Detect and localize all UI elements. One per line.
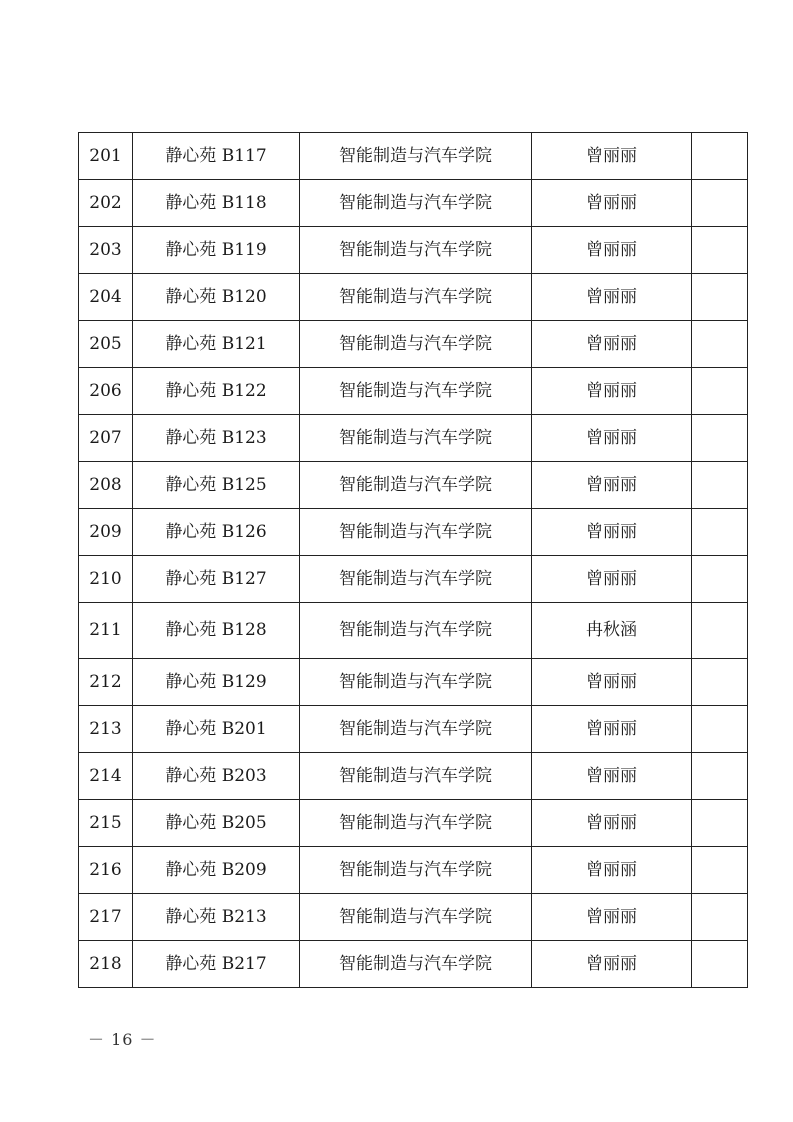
table-row bbox=[79, 800, 748, 847]
room-cell: 静心苑 B125 bbox=[133, 462, 300, 509]
note-cell bbox=[692, 509, 748, 556]
table-row bbox=[79, 368, 748, 415]
table-row bbox=[79, 227, 748, 274]
contact-person-cell: 曾丽丽 bbox=[532, 274, 692, 321]
note-cell bbox=[692, 847, 748, 894]
room-cell: 静心苑 B213 bbox=[133, 894, 300, 941]
contact-person-cell: 曾丽丽 bbox=[532, 941, 692, 988]
row-number-cell: 216 bbox=[79, 847, 133, 894]
college-cell: 智能制造与汽车学院 bbox=[300, 603, 532, 659]
note-cell bbox=[692, 556, 748, 603]
college-cell: 智能制造与汽车学院 bbox=[300, 706, 532, 753]
contact-person-cell: 曾丽丽 bbox=[532, 753, 692, 800]
note-cell bbox=[692, 941, 748, 988]
room-cell: 静心苑 B128 bbox=[133, 603, 300, 659]
college-cell: 智能制造与汽车学院 bbox=[300, 133, 532, 180]
table-row bbox=[79, 509, 748, 556]
contact-person-cell: 曾丽丽 bbox=[532, 368, 692, 415]
contact-person-cell: 曾丽丽 bbox=[532, 462, 692, 509]
college-cell: 智能制造与汽车学院 bbox=[300, 274, 532, 321]
table-row bbox=[79, 753, 748, 800]
room-cell: 静心苑 B205 bbox=[133, 800, 300, 847]
table-row bbox=[79, 180, 748, 227]
note-cell bbox=[692, 227, 748, 274]
college-cell: 智能制造与汽车学院 bbox=[300, 941, 532, 988]
row-number-cell: 204 bbox=[79, 274, 133, 321]
contact-person-cell: 曾丽丽 bbox=[532, 133, 692, 180]
table-row bbox=[79, 847, 748, 894]
row-number-cell: 207 bbox=[79, 415, 133, 462]
row-number-cell: 213 bbox=[79, 706, 133, 753]
row-number-cell: 215 bbox=[79, 800, 133, 847]
table-row bbox=[79, 415, 748, 462]
college-cell: 智能制造与汽车学院 bbox=[300, 415, 532, 462]
college-cell: 智能制造与汽车学院 bbox=[300, 509, 532, 556]
room-cell: 静心苑 B217 bbox=[133, 941, 300, 988]
college-cell: 智能制造与汽车学院 bbox=[300, 753, 532, 800]
row-number-cell: 201 bbox=[79, 133, 133, 180]
note-cell bbox=[692, 274, 748, 321]
room-cell: 静心苑 B118 bbox=[133, 180, 300, 227]
page-number: － 16 － bbox=[88, 1030, 157, 1049]
college-cell: 智能制造与汽车学院 bbox=[300, 800, 532, 847]
row-number-cell: 218 bbox=[79, 941, 133, 988]
contact-person-cell: 曾丽丽 bbox=[532, 894, 692, 941]
college-cell: 智能制造与汽车学院 bbox=[300, 321, 532, 368]
row-number-cell: 212 bbox=[79, 659, 133, 706]
contact-person-cell: 曾丽丽 bbox=[532, 227, 692, 274]
row-number-cell: 203 bbox=[79, 227, 133, 274]
note-cell bbox=[692, 894, 748, 941]
contact-person-cell: 曾丽丽 bbox=[532, 706, 692, 753]
room-cell: 静心苑 B120 bbox=[133, 274, 300, 321]
college-cell: 智能制造与汽车学院 bbox=[300, 462, 532, 509]
college-cell: 智能制造与汽车学院 bbox=[300, 659, 532, 706]
table-row bbox=[79, 603, 748, 659]
room-cell: 静心苑 B126 bbox=[133, 509, 300, 556]
row-number-cell: 208 bbox=[79, 462, 133, 509]
row-number-cell: 205 bbox=[79, 321, 133, 368]
row-number-cell: 206 bbox=[79, 368, 133, 415]
room-cell: 静心苑 B209 bbox=[133, 847, 300, 894]
contact-person-cell: 曾丽丽 bbox=[532, 509, 692, 556]
room-cell: 静心苑 B122 bbox=[133, 368, 300, 415]
room-cell: 静心苑 B121 bbox=[133, 321, 300, 368]
table-row bbox=[79, 462, 748, 509]
table-row bbox=[79, 659, 748, 706]
college-cell: 智能制造与汽车学院 bbox=[300, 180, 532, 227]
contact-person-cell: 曾丽丽 bbox=[532, 415, 692, 462]
dormitory-table bbox=[78, 132, 748, 988]
table-row bbox=[79, 706, 748, 753]
note-cell bbox=[692, 706, 748, 753]
room-cell: 静心苑 B127 bbox=[133, 556, 300, 603]
row-number-cell: 202 bbox=[79, 180, 133, 227]
note-cell bbox=[692, 753, 748, 800]
table-row bbox=[79, 133, 748, 180]
contact-person-cell: 曾丽丽 bbox=[532, 556, 692, 603]
note-cell bbox=[692, 321, 748, 368]
note-cell bbox=[692, 659, 748, 706]
row-number-cell: 217 bbox=[79, 894, 133, 941]
room-cell: 静心苑 B123 bbox=[133, 415, 300, 462]
college-cell: 智能制造与汽车学院 bbox=[300, 368, 532, 415]
contact-person-cell: 曾丽丽 bbox=[532, 321, 692, 368]
table-body bbox=[79, 133, 748, 988]
college-cell: 智能制造与汽车学院 bbox=[300, 556, 532, 603]
contact-person-cell: 曾丽丽 bbox=[532, 659, 692, 706]
college-cell: 智能制造与汽车学院 bbox=[300, 227, 532, 274]
table-row bbox=[79, 941, 748, 988]
contact-person-cell: 曾丽丽 bbox=[532, 180, 692, 227]
note-cell bbox=[692, 462, 748, 509]
room-cell: 静心苑 B201 bbox=[133, 706, 300, 753]
room-cell: 静心苑 B117 bbox=[133, 133, 300, 180]
row-number-cell: 211 bbox=[79, 603, 133, 659]
room-cell: 静心苑 B203 bbox=[133, 753, 300, 800]
row-number-cell: 209 bbox=[79, 509, 133, 556]
room-cell: 静心苑 B119 bbox=[133, 227, 300, 274]
contact-person-cell: 曾丽丽 bbox=[532, 847, 692, 894]
note-cell bbox=[692, 800, 748, 847]
college-cell: 智能制造与汽车学院 bbox=[300, 847, 532, 894]
note-cell bbox=[692, 180, 748, 227]
contact-person-cell: 冉秋涵 bbox=[532, 603, 692, 659]
note-cell bbox=[692, 133, 748, 180]
row-number-cell: 214 bbox=[79, 753, 133, 800]
note-cell bbox=[692, 368, 748, 415]
table-row bbox=[79, 274, 748, 321]
table-row bbox=[79, 556, 748, 603]
college-cell: 智能制造与汽车学院 bbox=[300, 894, 532, 941]
note-cell bbox=[692, 603, 748, 659]
row-number-cell: 210 bbox=[79, 556, 133, 603]
table-row bbox=[79, 894, 748, 941]
room-cell: 静心苑 B129 bbox=[133, 659, 300, 706]
note-cell bbox=[692, 415, 748, 462]
contact-person-cell: 曾丽丽 bbox=[532, 800, 692, 847]
table-row bbox=[79, 321, 748, 368]
